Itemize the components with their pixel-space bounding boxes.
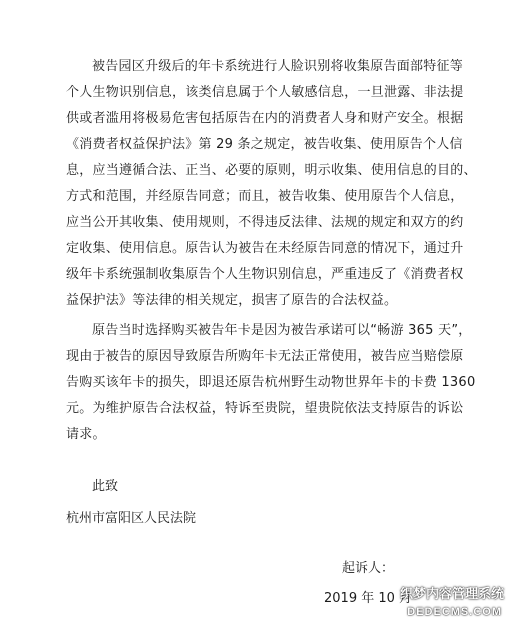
- text-line: 原告当时选择购买被告年卡是因为被告承诺可以“畅游 365 天”，: [92, 323, 472, 338]
- text-line: 益保护法》等法律的相关规定，损害了原告的合法权益。: [66, 293, 398, 308]
- text-line: 供或者滥用将极易危害包括原告在内的消费者人身和财产安全。根据: [66, 111, 464, 126]
- text-line: 应当公开其收集、使用规则，不得违反法律、法规的规定和双方的约: [66, 215, 464, 230]
- text-line: 现由于被告的原因导致原告所购年卡无法正常使用，被告应当赔偿原: [66, 349, 464, 364]
- watermark-url: DEDECMS.COM: [407, 606, 502, 618]
- date: 2019 年 10 月: [324, 591, 413, 606]
- text-line: 方式和范围，并经原告同意；而且，被告收集、使用原告个人信息，: [66, 189, 464, 204]
- plaintiff-label: 起诉人：: [342, 561, 395, 576]
- text-line: 《消费者权益保护法》第 29 条之规定，被告收集、使用原告个人信: [66, 137, 463, 152]
- text-line: 个人生物识别信息，该类信息属于个人敏感信息，一旦泄露、非法提: [66, 85, 464, 100]
- court-name: 杭州市富阳区人民法院: [66, 511, 197, 526]
- text-line: 息，应当遵循合法、正当、必要的原则，明示收集、使用信息的目的、: [66, 163, 477, 178]
- text-line: 被告园区升级后的年卡系统进行人脸识别将收集原告面部特征等: [92, 59, 464, 74]
- salutation: 此致: [92, 479, 119, 494]
- text-line: 定收集、使用信息。原告认为被告在未经原告同意的情况下，通过升: [66, 241, 464, 256]
- text-line: 级年卡系统强制收集原告个人生物识别信息，严重违反了《消费者权: [66, 267, 464, 282]
- text-line: 告购买该年卡的损失，即退还原告杭州野生动物世界年卡的卡费 1360: [66, 375, 476, 390]
- text-line: 请求。: [66, 427, 106, 442]
- watermark: [396, 578, 508, 622]
- text-line: 元。为维护原告合法权益，特诉至贵院，望贵院依法支持原告的诉讼: [66, 401, 464, 416]
- watermark-title: 织梦内容管理系统: [399, 586, 504, 601]
